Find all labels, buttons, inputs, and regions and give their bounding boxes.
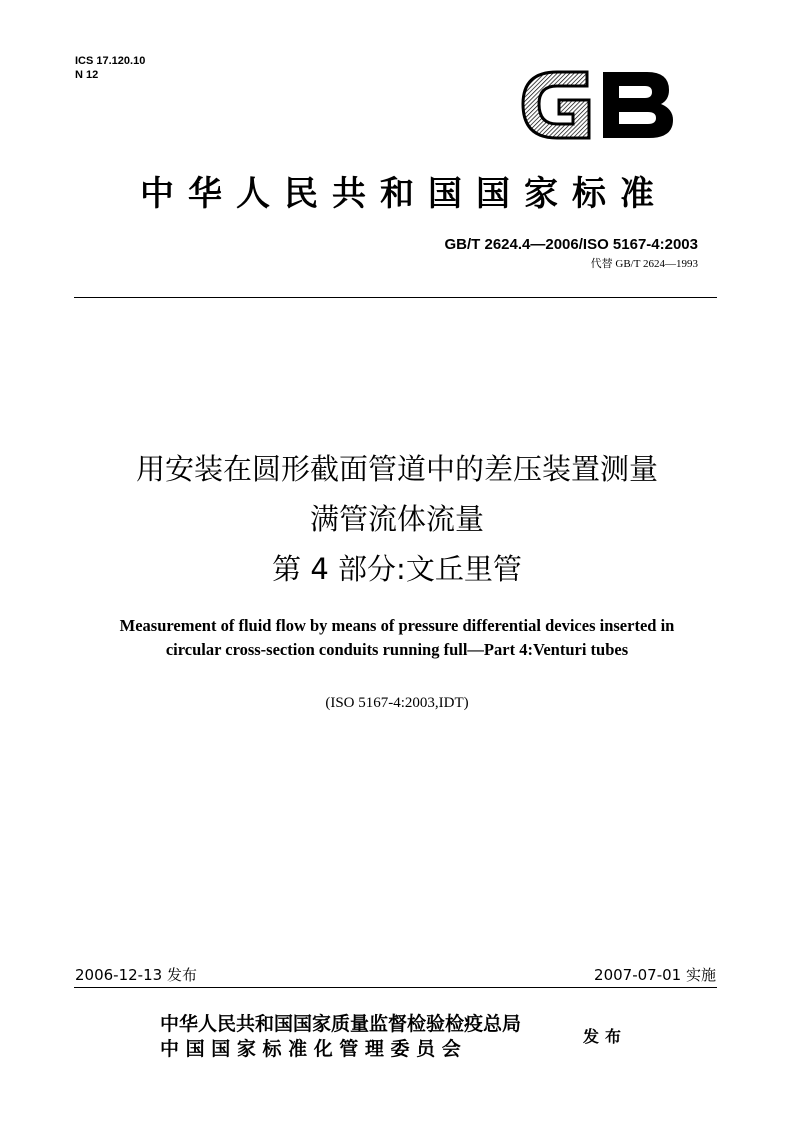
ccs-code: N 12 [75, 69, 99, 81]
chinese-title-line-2: 满管流体流量 [309, 502, 484, 536]
publisher-sac: 中 国 国 家 标 准 化 管 理 委 员 会 [160, 1038, 461, 1060]
issue-date: 2006-12-13 发布 [75, 966, 197, 984]
effective-date: 2007-07-01 实施 [594, 966, 716, 984]
chinese-title-line-3: 第 4 部分:文丘里管 [272, 552, 522, 586]
classification-codes [75, 54, 145, 82]
chinese-title-line-1: 用安装在圆形截面管道中的差压装置测量 [135, 452, 658, 486]
national-standard-title: 中华人民共和国国家标准 [140, 174, 668, 214]
bottom-divider [74, 987, 717, 988]
replaces-standard: 代替 GB/T 2624—1993 [590, 258, 698, 270]
publishers [160, 1012, 521, 1062]
ics-code: ICS 17.120.10 [75, 55, 146, 67]
publish-label: 发布 [583, 1027, 628, 1046]
english-title-line-2: circular cross-section conduits running full—Part 4:Venturi tubes [165, 640, 629, 659]
top-divider [74, 297, 717, 298]
gb-logo [517, 62, 679, 146]
iso-equivalence: (ISO 5167-4:2003,IDT) [325, 695, 469, 711]
standard-number: GB/T 2624.4—2006/ISO 5167-4:2003 [444, 236, 698, 253]
english-title-line-1: Measurement of fluid flow by means of pressure differential devices inserted in [119, 616, 675, 635]
publisher-aqsiq: 中华人民共和国国家质量监督检验检疫总局 [160, 1013, 522, 1035]
